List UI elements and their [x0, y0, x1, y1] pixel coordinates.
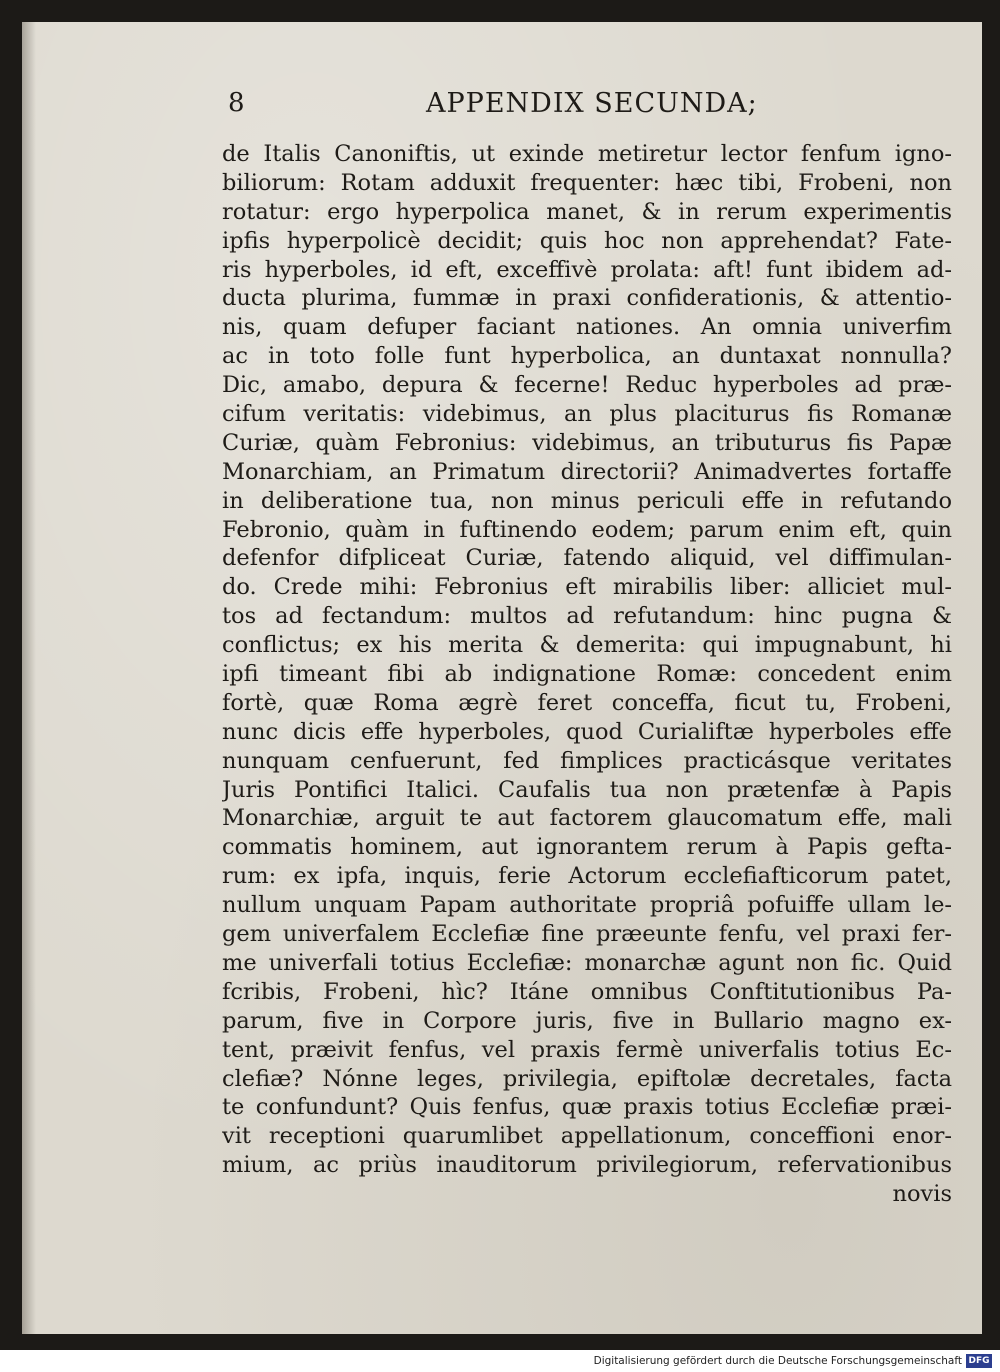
text-line: te confundunt? Quis fenfus, quæ praxis totius Ecclefiæ præi- [222, 1094, 952, 1121]
text-line: Monarchiam, an Primatum directorii? Animadvertes fortaffe [222, 458, 952, 485]
running-head: APPENDIX SECUNDA; [426, 88, 758, 119]
text-line: ipfis hyperpolicè decidit; quis hoc non apprehendat? Fate- [222, 227, 952, 254]
text-line: Juris Pontifici Italici. Caufalis tua non prætenfæ à Papis [222, 776, 952, 803]
text-line: nis, quam defuper faciant nationes. An omnia univerfim [222, 314, 952, 341]
page-header [228, 88, 970, 128]
text-line: in deliberatione tua, non minus periculi effe in refutando [222, 487, 952, 514]
text-line: Dic, amabo, depura & fecerne! Reduc hyperboles ad præ- [222, 372, 952, 399]
text-line: commatis hominem, aut ignorantem rerum à Papis gefta- [222, 834, 952, 861]
text-line: rum: ex ipfa, inquis, ferie Actorum ecclefiafticorum patet, [222, 863, 952, 890]
text-line: clefiæ? Nónne leges, privilegia, epiftolæ decretales, facta [222, 1065, 952, 1092]
text-line: Curiæ, quàm Febronius: videbimus, an tributurus fis Papæ [222, 429, 952, 456]
text-line: cifum veritatis: videbimus, an plus placiturus fis Romanæ [222, 401, 952, 428]
text-line: fcribis, Frobeni, hìc? Itáne omnibus Conftitutionibus Pa- [222, 978, 952, 1005]
text-line: rotatur: ergo hyperpolica manet, & in rerum experimentis [222, 198, 952, 225]
text-line: Febronio, quàm in fuftinendo eodem; parum enim eft, quin [222, 516, 952, 543]
text-line: biliorum: Rotam adduxit frequenter: hæc tibi, Frobeni, non [222, 169, 952, 196]
dfg-logo: DFG [966, 1354, 992, 1368]
text-line: parum, five in Corpore juris, five in Bullario magno ex- [222, 1007, 952, 1034]
text-line: conflictus; ex his merita & demerita: qui impugnabunt, hi [222, 632, 952, 659]
text-line: ducta plurima, fummæ in praxi confiderationis, & attentio- [222, 285, 952, 312]
text-line: Monarchiæ, arguit te aut factorem glaucomatum effe, mali [222, 805, 952, 832]
page-gutter-shadow [22, 22, 36, 1334]
text-line: nunquam cenfuerunt, fed fimplices practicásque veritates [222, 747, 952, 774]
text-line: de Italis Canoniftis, ut exinde metiretur lector fenfum igno- [222, 141, 952, 167]
footer-bar [0, 1350, 1000, 1372]
text-line: mium, ac priùs inauditorum privilegiorum, refervationibus [222, 1152, 952, 1179]
text-line: me univerfali totius Ecclefiæ: monarchæ agunt non fic. Quid [222, 949, 952, 976]
text-line: nullum unquam Papam authoritate propriâ pofuiffe ullam le- [222, 892, 952, 919]
text-line: defenfor difpliceat Curiæ, fatendo aliquid, vel diffimulan- [222, 545, 952, 572]
text-line: tent, præivit fenfus, vel praxis fermè univerfalis totius Ec- [222, 1036, 952, 1063]
text-line: vit receptioni quarumlibet appellationum, conceffioni enor- [222, 1123, 952, 1150]
text-line: nunc dicis effe hyperboles, quod Curialiftæ hyperboles effe [222, 718, 952, 745]
text-line: gem univerfalem Ecclefiæ fine præeunte fenfu, vel praxi fer- [222, 921, 952, 948]
text-line: ipfi timeant fibi ab indignatione Romæ: concedent enim [222, 661, 952, 688]
text-line: fortè, quæ Roma ægrè feret conceffa, ficut tu, Frobeni, [222, 689, 952, 716]
funding-credit: Digitalisierung gefördert durch die Deutsche Forschungsgemeinschaft [593, 1355, 962, 1367]
text-line: ris hyperboles, id eft, exceffivè prolata: aft! funt ibidem ad- [222, 256, 952, 283]
page-number: 8 [228, 88, 245, 118]
text-line: tos ad fectandum: multos ad refutandum: hinc pugna & [222, 603, 952, 630]
catchword: novis [892, 1181, 952, 1208]
body-text [222, 140, 952, 1209]
text-line: ac in toto folle funt hyperbolica, an duntaxat nonnulla? [222, 343, 952, 370]
text-line: do. Crede mihi: Febronius eft mirabilis liber: alliciet mul- [222, 574, 952, 601]
